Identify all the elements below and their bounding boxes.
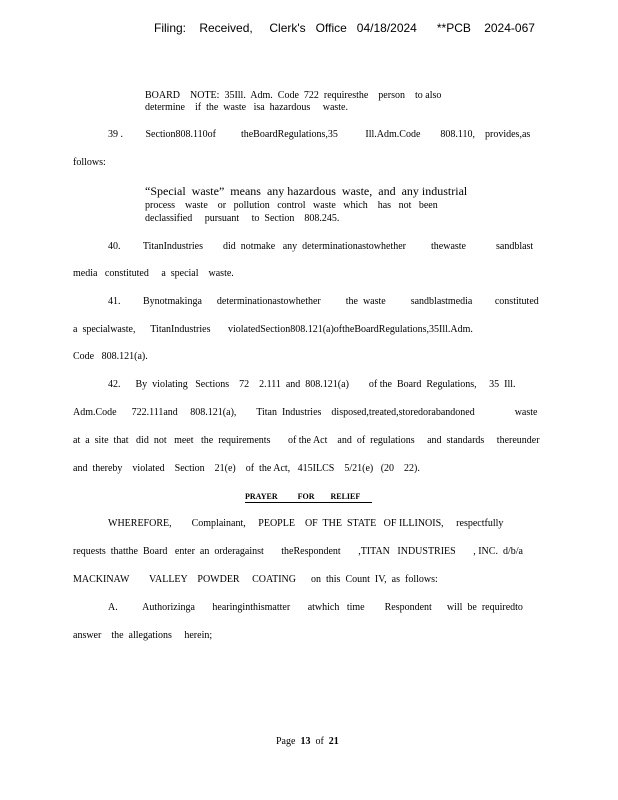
item-a-line-1: A. Authorizinga hearinginthismatter atwhich time Respondent will be requiredto	[108, 602, 523, 613]
prayer-heading-underline	[245, 502, 372, 503]
footer-page-number: 13	[300, 736, 311, 747]
wherefore-line-1: WHEREFORE, Complainant, PEOPLE OF THE STATE OF ILLINOIS, respectfully	[108, 518, 504, 529]
paragraph-40-line-1: 40. TitanIndustries did notmake any determinationastowhether thewaste sandblast	[108, 241, 534, 252]
filing-stamp-header: Filing: Received, Clerk's Office 04/18/2024 **PCB 2024-067	[154, 21, 535, 35]
paragraph-40-line-2: media constituted a special waste.	[73, 268, 234, 279]
paragraph-39-line-1: 39 . Section808.110of theBoardRegulations,35 Ill.Adm.Code 808.110, provides,as	[108, 129, 531, 140]
board-note-line-2: determine if the waste isa hazardous waste.	[145, 102, 348, 113]
wherefore-line-2: requests thatthe Board enter an orderagainst theRespondent ,TITAN INDUSTRIES , INC. d/b/a	[73, 546, 523, 557]
paragraph-39-line-2: follows:	[73, 157, 106, 168]
paragraph-42-line-3: at a site that did not meet the requirements of the Act and of regulations and standards thereunder	[73, 435, 540, 446]
quote-line-1: “Special waste” means any hazardous waste, and any industrial	[145, 184, 468, 198]
paragraph-41-line-1: 41. Bynotmakinga determinationastowhether the waste sandblastmedia constituted	[108, 296, 539, 307]
board-note-line-1: BOARD NOTE: 35Ill. Adm. Code 722 requiresthe person to also	[145, 90, 442, 101]
footer-page-word: Page	[276, 736, 296, 747]
quote-line-2: process waste or pollution control waste which has not been	[145, 200, 438, 211]
wherefore-line-3: MACKINAW VALLEY POWDER COATING on this Count IV, as follows:	[73, 574, 438, 585]
item-a-line-2: answer the allegations herein;	[73, 630, 213, 641]
quote-line-3: declassified pursuant to Section 808.245.	[145, 213, 340, 224]
prayer-for-relief-heading: PRAYER FOR RELIEF	[245, 492, 361, 501]
paragraph-41-line-2: a specialwaste, TitanIndustries violatedSection808.121(a)oftheBoardRegulations,35Ill.Adm.	[73, 324, 473, 335]
paragraph-42-line-4: and thereby violated Section 21(e) of the Act, 415ILCS 5/21(e) (20 22).	[73, 463, 420, 474]
page-footer	[276, 736, 339, 748]
footer-total-pages: 21	[328, 736, 339, 747]
footer-of-word: of	[315, 736, 324, 747]
paragraph-41-line-3: Code 808.121(a).	[73, 351, 148, 362]
paragraph-42-line-1: 42. By violating Sections 72 2.111 and 808.121(a) of the Board Regulations, 35 Ill.	[108, 379, 516, 390]
paragraph-42-line-2: Adm.Code 722.111and 808.121(a), Titan Industries disposed,treated,storedorabandoned waste	[73, 407, 538, 418]
